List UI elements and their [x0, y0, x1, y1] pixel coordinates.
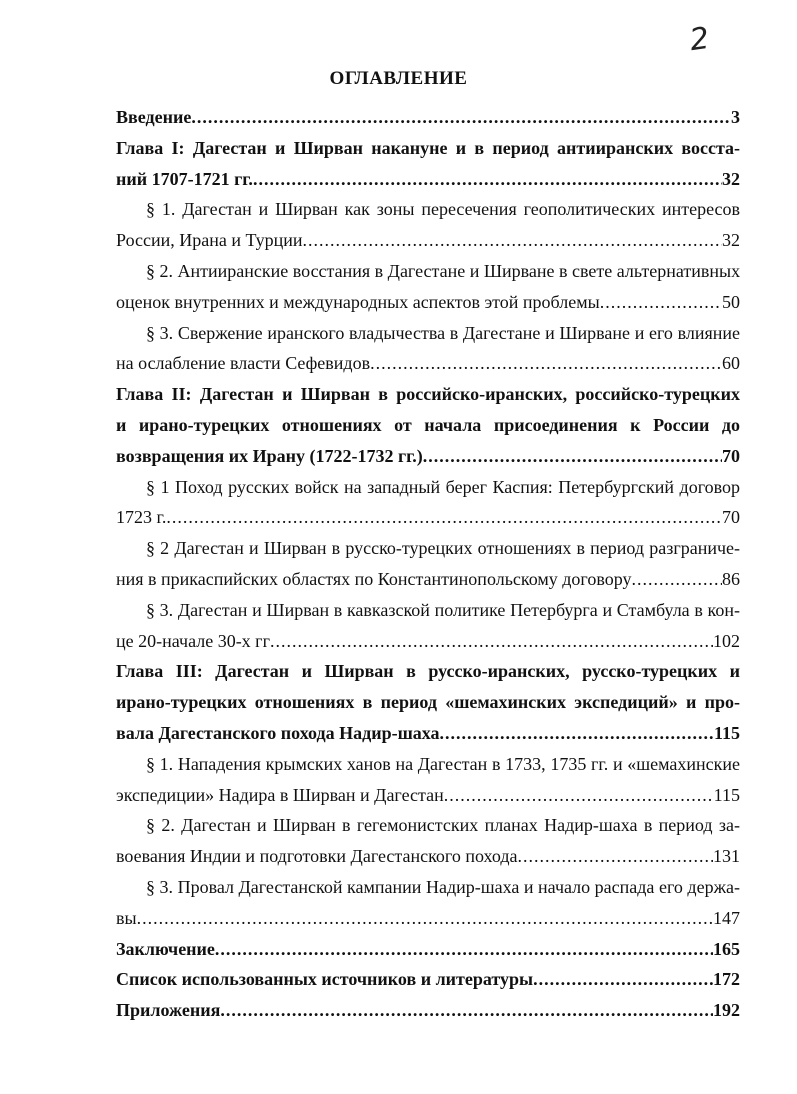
toc-entry-line: § 2 Дагестан и Ширван в русско-турецких отношениях в период разграниче- — [146, 538, 740, 559]
toc-page-number: 131 — [713, 846, 740, 867]
toc-entry-last-line — [116, 564, 740, 595]
toc-entry-last-line — [116, 287, 740, 318]
toc-entry-text: вала Дагестанского похода Надир-шаха — [116, 722, 440, 743]
toc-entry-line: Глава I: Дагестан и Ширван накануне и в период антииранских восста- — [116, 137, 740, 158]
toc-entry — [116, 472, 740, 534]
toc-entry-text: 1723 г. — [116, 507, 167, 528]
toc-entry-text: вы — [116, 907, 137, 928]
toc-entry-text: экспедиции» Надира в Ширван и Дагестан — [116, 784, 444, 805]
toc-entry-line: § 1. Нападения крымских ханов на Дагестан в 1733, 1735 гг. и «шемахинские — [146, 753, 740, 774]
toc-entry-text: Введение — [116, 107, 192, 127]
dot-leader — [440, 718, 714, 749]
toc-page-number: 3 — [731, 107, 740, 127]
toc-entry-last-line — [116, 903, 740, 934]
toc-entry — [116, 964, 740, 995]
toc-entry-line: § 3. Провал Дагестанской кампании Надир-шаха и начало распада его держа- — [146, 876, 740, 897]
toc-page-number: 32 — [722, 230, 740, 251]
toc-entry-line: § 2. Антииранские восстания в Дагестане и Ширване в свете альтернативных — [146, 260, 740, 281]
toc-entry-line: § 1. Дагестан и Ширван как зоны пересечения геополитических интересов — [146, 199, 740, 220]
toc-entry-text: Заключение — [116, 938, 215, 959]
toc-entry-text: оценок внутренних и международных аспектов этой проблемы — [116, 291, 600, 312]
toc-entry-last-line — [116, 995, 740, 1026]
toc-entry-last-line — [116, 441, 740, 472]
toc-page-number: 165 — [713, 938, 740, 959]
toc-entry-last-line — [116, 964, 740, 995]
toc-entry — [116, 749, 740, 811]
dot-leader — [137, 903, 713, 934]
toc-entry-last-line — [116, 225, 740, 256]
toc-entry-text: России, Ирана и Турции — [116, 230, 303, 251]
toc-entry — [116, 318, 740, 380]
toc-page-number: 147 — [713, 907, 740, 928]
toc-page-number: 192 — [713, 1000, 740, 1021]
toc-entry-text: воевания Индии и подготовки Дагестанского похода — [116, 846, 518, 867]
toc-entry — [116, 810, 740, 872]
toc-entry-last-line — [116, 102, 740, 133]
toc-entry-line: § 3. Дагестан и Ширван в кавказской политике Петербурга и Стамбула в кон- — [146, 599, 740, 620]
dot-leader — [253, 164, 722, 195]
toc-entry — [116, 133, 740, 195]
toc-entry — [116, 102, 740, 133]
dot-leader — [632, 564, 723, 595]
toc-page-number: 70 — [722, 445, 740, 466]
dot-leader — [533, 964, 713, 995]
handwritten-page-mark: 2 — [687, 20, 712, 59]
dot-leader — [303, 225, 723, 256]
toc-entry-last-line — [116, 841, 740, 872]
dot-leader — [444, 780, 714, 811]
toc-entry-text: возвращения их Ирану (1722-1732 гг.) — [116, 445, 423, 466]
toc-page-number: 50 — [722, 291, 740, 312]
toc-entry-last-line — [116, 626, 740, 657]
dot-leader — [270, 626, 713, 657]
dot-leader — [220, 995, 713, 1026]
table-of-contents — [116, 102, 740, 1026]
toc-entry-last-line — [116, 502, 740, 533]
toc-entry-text: ния в прикаспийских областях по Константинопольскому договору — [116, 568, 632, 589]
toc-entry — [116, 995, 740, 1026]
toc-entry-text: Приложения — [116, 1000, 221, 1021]
toc-entry-line: Глава III: Дагестан и Ширван в русско-иранских, русско-турецких и — [116, 661, 740, 682]
dot-leader — [423, 441, 722, 472]
page-title: ОГЛАВЛЕНИЕ — [329, 68, 468, 89]
toc-entry-text: на ослабление власти Сефевидов — [116, 353, 371, 374]
toc-entry-last-line — [116, 718, 740, 749]
toc-page-number: 60 — [722, 353, 740, 374]
toc-entry-line: § 2. Дагестан и Ширван в гегемонистских планах Надир-шаха в период за- — [146, 815, 740, 836]
dot-leader — [600, 287, 722, 318]
toc-entry — [116, 194, 740, 256]
toc-entry-line: § 3. Свержение иранского владычества в Дагестане и Ширване и его влияние — [146, 322, 740, 343]
toc-entry-line: Глава II: Дагестан и Ширван в российско-иранских, российско-турецких — [116, 384, 740, 405]
dot-leader — [215, 934, 713, 965]
toc-entry — [116, 656, 740, 748]
toc-page-number: 102 — [713, 630, 740, 651]
dot-leader — [517, 841, 713, 872]
toc-entry — [116, 379, 740, 471]
dot-leader — [191, 102, 731, 133]
toc-page-number: 86 — [722, 568, 740, 589]
toc-entry — [116, 533, 740, 595]
toc-entry — [116, 595, 740, 657]
toc-entry — [116, 256, 740, 318]
toc-page-number: 115 — [713, 722, 740, 743]
toc-entry — [116, 872, 740, 934]
toc-entry-last-line — [116, 934, 740, 965]
toc-entry-text: це 20-начале 30-х гг — [116, 630, 270, 651]
toc-entry-last-line — [116, 164, 740, 195]
toc-entry-last-line — [116, 348, 740, 379]
toc-entry-last-line — [116, 780, 740, 811]
dot-leader — [370, 348, 722, 379]
toc-entry-line: ирано-турецких отношениях в период «шемахинских экспедиций» и про- — [116, 692, 740, 713]
toc-page-number: 32 — [722, 168, 740, 189]
toc-entry-line: и ирано-турецких отношениях от начала присоединения к России до — [116, 414, 740, 435]
toc-entry — [116, 934, 740, 965]
toc-entry-line: § 1 Поход русских войск на западный берег Каспия: Петербургский договор — [146, 476, 740, 497]
toc-entry-text: ний 1707-1721 гг. — [116, 168, 253, 189]
toc-page-number: 70 — [722, 507, 740, 528]
dot-leader — [166, 502, 722, 533]
toc-page-number: 115 — [713, 784, 740, 805]
toc-page-number: 172 — [713, 969, 740, 990]
toc-entry-text: Список использованных источников и литературы — [116, 969, 534, 990]
